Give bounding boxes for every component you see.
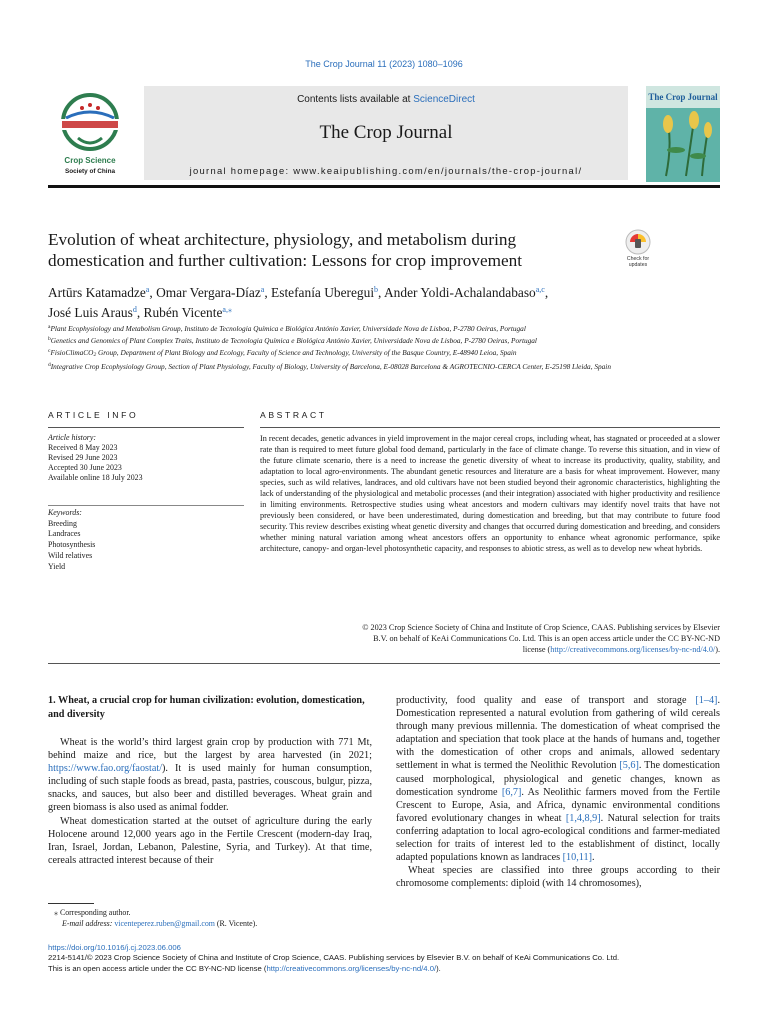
body-text: productivity, food quality and ease of transport and storage <box>396 695 696 706</box>
body-paragraph <box>396 694 720 864</box>
footnote-line <box>48 907 372 918</box>
divider <box>260 427 720 428</box>
body-text: . Natural selection for traits conferring adaptation to local agro-ecological conditions and farmer-mediated selection for traits of interest led to the establishment of distinct, locally adapted populations known as landraces <box>396 812 720 864</box>
issn-line: 2214-5141/© 2023 Crop Science Society of China and Institute of Crop Science, CAAS. Publishing services by Elsevier B.V. on behalf of KeAi Communications Co. Ltd. <box>48 953 620 963</box>
check-for-updates-icon[interactable] <box>621 229 655 269</box>
author-name: Omar Vergara-Díaz <box>156 285 261 300</box>
article-history <box>48 433 244 483</box>
article-info-heading: ARTICLE INFO <box>48 410 139 420</box>
keyword: Yield <box>48 561 66 571</box>
doi-link[interactable]: https://doi.org/10.1016/j.cj.2023.06.006 <box>48 943 181 952</box>
copyright-line: © 2023 Crop Science Society of China and Institute of Crop Science, CAAS. Publishing services by Elsevier <box>362 623 720 632</box>
keyword: Breeding <box>48 518 77 528</box>
author-separator: , <box>136 305 144 320</box>
author-list <box>48 281 688 321</box>
article-title: Evolution of wheat architecture, physiology, and metabolism during domestication and further cultivation: Lessons for crop improvement <box>48 230 522 270</box>
sciencedirect-link[interactable]: ScienceDirect <box>413 94 475 105</box>
affiliation-text: Group, Department of Plant Biology and Ecology, Faculty of Science and Technology, University of the Basque Country, E-48940 Leioa, Spain <box>96 348 517 357</box>
logo-text-line1: Crop Science <box>64 156 116 165</box>
author-affiliation-link[interactable]: a <box>260 285 265 294</box>
author-affiliation-link[interactable]: b <box>374 285 379 294</box>
author-name: Rubén Vicente <box>143 305 223 320</box>
author-affiliation-link[interactable]: a,⁎ <box>222 305 232 314</box>
license-link[interactable]: http://creativecommons.org/licenses/by-nc-nd/4.0/ <box>266 963 437 973</box>
author-name: Ander Yoldi-Achalandabaso <box>384 285 536 300</box>
license-text: This is an open access article under the CC BY-NC-ND license ( <box>48 963 267 973</box>
keyword: Wild relatives <box>48 550 93 560</box>
copyright-text: license ( <box>522 645 551 655</box>
affiliation-subscript: 2 <box>93 352 97 358</box>
page-footer <box>48 943 720 974</box>
journal-homepage[interactable]: journal homepage: www.keaipublishing.com/en/journals/the-crop-journal/ <box>189 165 583 176</box>
history-item: Received 8 May 2023 <box>48 443 118 452</box>
abstract-text: In recent decades, genetic advances in yield improvement in the major cereal crops, including wheat, has stagnated or proceeded at a slower rate than is required to meet future global food demand, particularly in the face of climate change. To reverse this situation, and in view of the future climate scenario, there is a need to increase the genetic diversity of wheat to increase its productivity, quality, stability, and adaptation to local agro-environments. The abundant genetic resources and literature are a basis for wheat improvement. However, many species, such as wild relatives, landraces, and old cultivars have not been studied beyond their agronomic characteristics, highlighting the lack of understanding of the physiological and metabolic processes (and their integration) associated with higher productivity and resilience in limiting environments. Retrospective studies using wheat ancestors and modern cultivars may identify novel traits that have not previously been considered, or have been underestimated, during domestication and breeding, but that may contribute to future food security. This review describes existing wheat genetic diversity and changes that occurred during domestication and breeding, and considers whether mining natural variation among wheat ancestors offers an opportunity to enhance wheat agronomic performance, spike architecture, canopy- and organ-level photosynthetic capacity, and responses to abiotic stress, as well as to develop new wheat hybrids. <box>260 434 720 554</box>
affiliation-marker: b <box>48 336 51 342</box>
license-link[interactable]: http://creativecommons.org/licenses/by-nc-nd/4.0/ <box>550 645 716 655</box>
affiliation-item <box>48 346 720 360</box>
affiliation-text: Integrative Crop Ecophysiology Group, Section of Plant Physiology, Faculty of Biology, University of Barcelona, E-08028 Barcelona & AGROTECNIO-CERCA Center, E-25198 Lleida, Spain <box>50 362 611 371</box>
affiliation-item <box>48 360 720 372</box>
affiliation-marker: a <box>48 324 51 330</box>
check-updates-line1: Check for <box>626 256 650 262</box>
keywords <box>48 508 244 572</box>
abstract-copyright <box>260 622 720 655</box>
body-column-left <box>48 694 372 867</box>
affiliation-text: Plant Ecophysiology and Metabolism Group, Instituto de Tecnologia Química e Biológica António Xavier, Universidade Nova de Lisboa, P-2780 Oeiras, Portugal <box>50 324 526 333</box>
email-suffix: (R. Vicente). <box>214 919 258 928</box>
body-text: . The domestication caused morphological, physiological and genetic changes, known as domestication syndrome <box>396 760 721 798</box>
body-text: . As Neolithic farmers moved from the Fertile Crescent to Europe, Asia, and Africa, dynamic environmental conditions favored evolutionary changes in wheat <box>396 786 720 824</box>
cover-title: The Crop Journal <box>648 92 718 102</box>
author-affiliation-link[interactable]: d <box>132 305 137 314</box>
footnote-line <box>48 918 372 929</box>
body-text: ). It is used mainly for human consumption, including of such staple foods as bread, pasta, pastries, couscous, bulgur, pizza, snacks, and sauces, but also beer and distilled beverages. Wheat grain and green biomass is also used as animal fodder. <box>48 763 372 814</box>
reference-link[interactable]: [5,6] <box>619 760 639 772</box>
journal-cover-image[interactable] <box>646 86 720 182</box>
footnote-marker: ⁎ <box>54 908 58 917</box>
history-label: Article history: <box>48 433 96 442</box>
footnote-rule <box>48 903 94 904</box>
reference-link[interactable]: [6,7] <box>501 786 522 798</box>
body-paragraph <box>48 736 372 815</box>
email-label: E-mail address: <box>62 919 115 928</box>
affiliation-marker: c <box>48 348 51 354</box>
keywords-label: Keywords: <box>48 508 82 517</box>
affiliation-marker: d <box>48 362 51 368</box>
footnote <box>48 907 372 929</box>
body-paragraph: Wheat species are classified into three groups according to their chromosome complements: diploid (with 14 chromosomes), <box>396 865 720 890</box>
check-updates-line2: updates <box>628 262 648 268</box>
body-column-right <box>396 694 720 890</box>
contents-line <box>144 94 628 105</box>
author-name: Estefanía Uberegui <box>271 285 375 300</box>
reference-link[interactable]: [10,11] <box>562 852 592 864</box>
author-separator: , <box>544 285 549 300</box>
affiliation-item <box>48 322 720 334</box>
keyword: Landraces <box>48 529 81 539</box>
fao-link[interactable]: https://www.fao.org/faostat/ <box>48 763 163 775</box>
author-separator: , <box>378 285 385 300</box>
history-item: Revised 29 June 2023 <box>48 453 118 462</box>
affiliation-text: FisioClimaCO <box>50 348 94 357</box>
reference-link[interactable]: [1,4,8,9] <box>565 812 601 824</box>
journal-name: The Crop Journal <box>319 122 453 143</box>
license-line <box>48 964 720 974</box>
author-affiliation-link[interactable]: a <box>145 285 150 294</box>
society-logo[interactable] <box>48 92 132 178</box>
body-text: . <box>591 852 595 864</box>
section-title: 1. Wheat, a crucial crop for human civilization: evolution, domestication, and diversity <box>48 695 365 720</box>
license-text: ). <box>436 963 441 973</box>
history-item: Accepted 30 June 2023 <box>48 463 122 472</box>
abstract-heading: ABSTRACT <box>260 410 327 420</box>
body-text: . Domestication represented a natural evolution from gathering of wild cereals through many previous millennia. The domestication of wheat comprised the adaptation and speciation that took place at the hands of humans and, together with the domestication of other crops and animals, allowed sedentary settlement in what is termed the Neolithic Revolution <box>396 695 720 772</box>
journal-banner <box>144 86 628 180</box>
divider <box>48 427 244 428</box>
divider <box>48 505 244 506</box>
affiliations <box>48 322 720 372</box>
footnote-label: Corresponding author. <box>59 908 131 917</box>
author-name: José Luis Araus <box>48 305 133 320</box>
copyright-text: ). <box>715 645 720 655</box>
keyword: Photosynthesis <box>48 540 96 550</box>
author-affiliation-link[interactable]: a,c <box>535 285 545 294</box>
email-link[interactable]: vicenteperez.ruben@gmail.com <box>114 919 215 928</box>
journal-citation[interactable]: The Crop Journal 11 (2023) 1080–1096 <box>305 59 463 69</box>
divider <box>48 663 720 664</box>
masthead-rule <box>48 185 720 188</box>
logo-text-line2: Society of China <box>64 168 116 175</box>
reference-link[interactable]: [1–4] <box>695 695 718 706</box>
body-paragraph: Wheat domestication started at the outset of agriculture during the early Holocene around 12,000 years ago in the Fertile Crescent (modern-day Iraq, Iran, Israel, Jordan, Lebanon, Palestine, Syria, and Turkey). At that time, cereals attracted interest because of their <box>48 815 372 866</box>
author-separator: , <box>149 285 157 300</box>
history-item: Available online 18 July 2023 <box>48 473 143 482</box>
copyright-line: B.V. on behalf of KeAi Communications Co. Ltd. This is an open access article under the CC BY-NC-ND <box>373 634 720 644</box>
affiliation-text: Genetics and Genomics of Plant Complex Traits, Instituto de Tecnologia Química e Biológica António Xavier, Universidade Nova de Lisboa, P-2780 Oeiras, Portugal <box>50 336 537 345</box>
author-separator: , <box>264 285 272 300</box>
body-text: Wheat is the world’s third largest grain crop by production with 771 Mt, behind maize and rice, but the largest by area harvested (in 2021; <box>48 737 372 762</box>
copyright-line <box>260 644 720 655</box>
contents-prefix: Contents lists available at <box>297 94 414 105</box>
author-name: Artūrs Katamadze <box>48 285 146 300</box>
journal-masthead <box>48 86 720 186</box>
affiliation-item <box>48 334 720 346</box>
